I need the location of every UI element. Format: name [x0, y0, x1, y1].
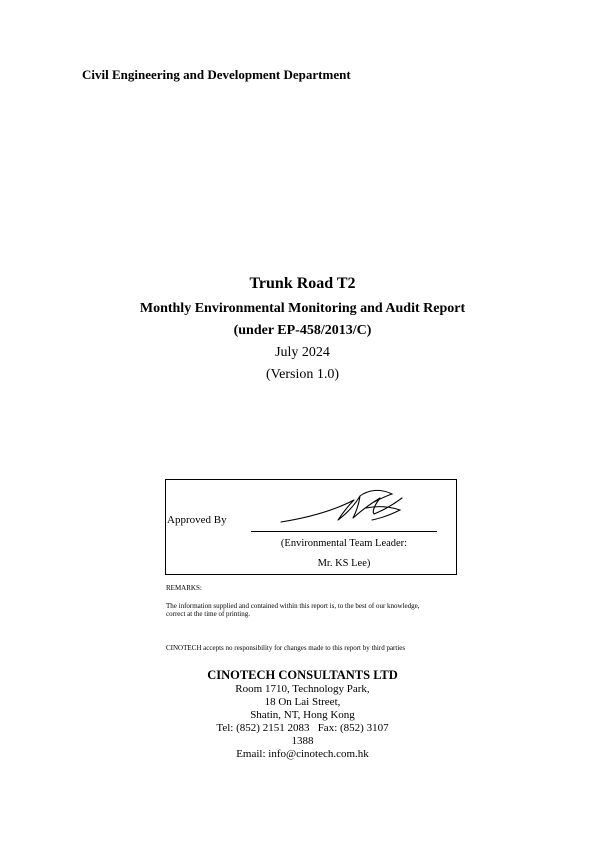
report-title: Trunk Road T2: [249, 275, 356, 292]
report-version: (Version 1.0): [265, 367, 340, 382]
signature-line: [251, 531, 437, 532]
remarks-info-line2: correct at the time of printing.: [166, 610, 250, 618]
permit-reference: (under EP-458/2013/C): [233, 323, 372, 338]
report-subtitle: Monthly Environmental Monitoring and Audit Report: [139, 301, 466, 316]
approved-by-label: Approved By: [167, 514, 227, 526]
approver-name: Mr. KS Lee): [317, 558, 371, 569]
report-date: July 2024: [275, 345, 330, 360]
remarks-info: [166, 602, 420, 618]
fax-continued: 1388: [291, 735, 314, 747]
report-title-block: [0, 272, 605, 386]
company-name: CINOTECH CONSULTANTS LTD: [207, 668, 398, 682]
remarks-heading: REMARKS:: [166, 584, 202, 592]
signature-image: [276, 484, 406, 530]
remarks-disclaimer: CINOTECH accepts no responsibility for changes made to this report by third parties: [166, 644, 406, 652]
company-contact-block: [0, 667, 605, 761]
phone-fax: Tel: (852) 2151 2083 Fax: (852) 3107: [216, 722, 389, 734]
department-name: Civil Engineering and Development Department: [82, 67, 351, 82]
address-line-1: Room 1710, Technology Park,: [235, 683, 370, 695]
remarks-info-line1: The information supplied and contained within this report is, to the best of our knowledge,: [166, 602, 420, 610]
email-address: Email: info@cinotech.com.hk: [236, 748, 369, 760]
address-line-2: 18 On Lai Street,: [264, 696, 341, 708]
approver-role: (Environmental Team Leader:: [280, 538, 408, 549]
address-line-3: Shatin, NT, Hong Kong: [250, 709, 355, 721]
approval-box: [165, 479, 457, 575]
